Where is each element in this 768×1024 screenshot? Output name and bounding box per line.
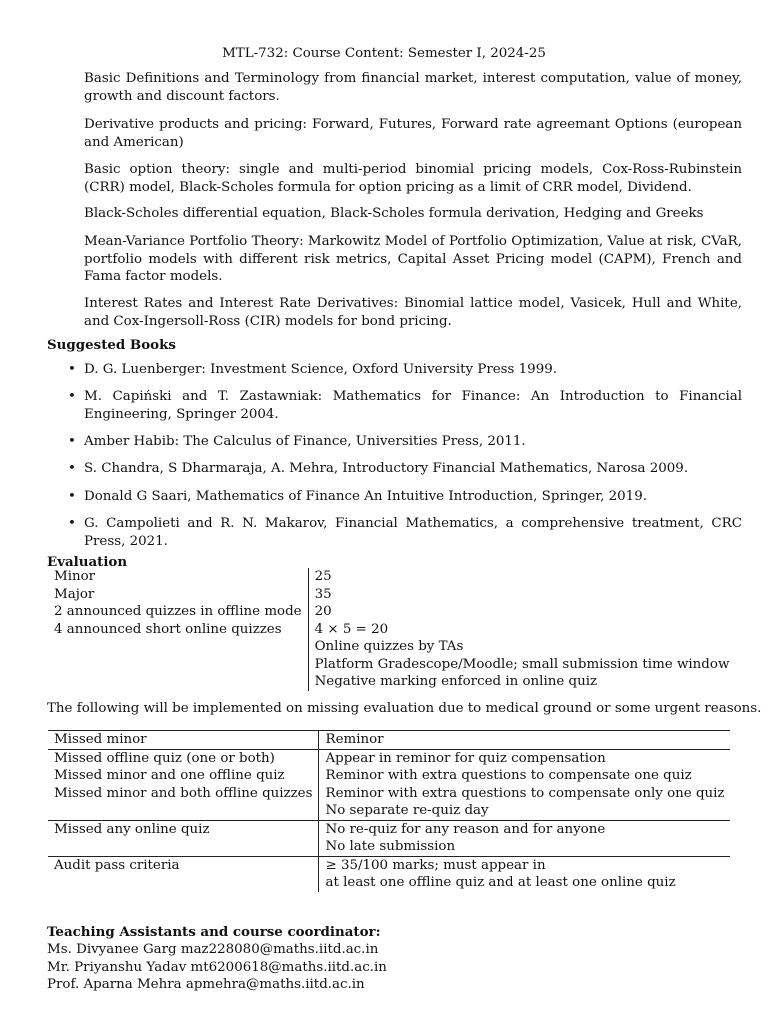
books-heading: Suggested Books [47,337,176,353]
ta-contact: Ms. Divyanee Garg maz228080@maths.iitd.ac.in [47,942,379,957]
content-paragraph-2: Derivative products and pricing: Forward, Futures, Forward rate agreemant Options (european and American) [84,117,742,150]
content-paragraph-6: Interest Rates and Interest Rate Derivatives: Binomial lattice model, Vasicek, Hull and White, and Cox-Ingersoll-Ross (CIR) models for bond pricing. [84,296,742,329]
eval-value: 25 [314,569,332,584]
table-row [48,838,730,856]
eval-item [48,638,308,656]
table-row [48,802,730,820]
content-paragraph-3: Basic option theory: single and multi-period binomial pricing models, Cox-Ross-Rubinstein (CRR) model, Black-Scholes formula for option pricing as a limit of CRR model, Dividend. [84,162,742,195]
bullet-icon: • [68,434,76,449]
eval-value: 4 × 5 = 20 [314,621,389,637]
policy-cell: Appear in reminor for quiz compensation [325,750,606,766]
table-row [48,856,730,874]
policy-cell: No separate re-quiz day [319,802,731,820]
page-title: MTL-732: Course Content: Semester I, 2024-25 [222,46,546,61]
table-row [48,621,735,639]
book-item-3: Amber Habib: The Calculus of Finance, Universities Press, 2011. [84,434,526,449]
case-cell [48,838,319,856]
eval-item [48,656,308,674]
policy-cell: Reminor with extra questions to compensate one quiz [325,768,692,783]
eval-value: Negative marking enforced in online quiz [314,674,598,689]
case-cell [48,874,319,892]
bullet-icon: • [68,362,76,377]
table-row [48,568,735,586]
table-row [48,767,730,785]
bullet-icon: • [68,461,76,476]
evaluation-table [48,568,735,691]
book-item-2: M. Capiński and T. Zastawniak: Mathematics for Finance: An Introduction to Financial Engineering, Springer 2004. [84,389,742,422]
eval-value: 20 [314,604,332,619]
missed-evaluation-table [48,730,730,892]
policy-cell: No late submission [319,838,731,856]
case-cell: Missed minor and both offline quizzes [48,785,319,803]
case-cell: Missed minor and one offline quiz [48,767,319,785]
content-paragraph-5: Mean-Variance Portfolio Theory: Markowitz Model of Portfolio Optimization, Value at risk, CVaR, portfolio models with different risk metrics, Capital Asset Pricing model (CAPM), French and Fama factor models. [84,234,742,284]
table-row [48,749,730,767]
table-row [48,638,735,656]
evaluation-heading: Evaluation [47,554,128,570]
bullet-icon: • [68,389,76,404]
policy-cell: No re-quiz for any reason and for anyone [325,821,606,837]
ta-contact: Mr. Priyanshu Yadav mt6200618@maths.iitd.ac.in [47,960,387,975]
table-row [48,656,735,674]
policy-cell: at least one offline quiz and at least one online quiz [325,875,676,890]
table-header-row [48,731,730,750]
eval-item: Major [48,586,308,604]
eval-item: 4 announced short online quizzes [48,621,308,639]
coordinator-contact: Prof. Aparna Mehra apmehra@maths.iitd.ac.in [47,977,365,992]
book-item-5: Donald G Saari, Mathematics of Finance An Intuitive Introduction, Springer, 2019. [84,489,647,504]
table-row [48,874,730,892]
eval-item: Minor [48,568,308,586]
table-row [48,820,730,838]
header-cell: Missed minor [48,731,319,750]
header-cell: Reminor [319,731,731,750]
table-row [48,603,735,621]
bullet-icon: • [68,516,76,531]
content-paragraph-1: Basic Definitions and Terminology from financial market, interest computation, value of money, growth and discount factors. [84,71,742,104]
case-cell: Missed any online quiz [48,820,319,838]
case-cell: Audit pass criteria [48,856,319,874]
eval-value: Online quizzes by TAs [314,639,464,654]
book-item-4: S. Chandra, S Dharmaraja, A. Mehra, Introductory Financial Mathematics, Narosa 2009. [84,461,689,476]
eval-value: 35 [314,586,332,602]
missing-evaluation-note: The following will be implemented on missing evaluation due to medical ground or some urgent reasons. [47,701,762,716]
table-row [48,673,735,691]
table-row [48,586,735,604]
case-cell: Missed offline quiz (one or both) [48,749,319,767]
ta-heading: Teaching Assistants and course coordinator: [47,924,381,940]
content-paragraph-4: Black-Scholes differential equation, Black-Scholes formula derivation, Hedging and Greeks [84,206,704,221]
eval-value: Platform Gradescope/Moodle; small submission time window [314,656,730,672]
bullet-icon: • [68,489,76,504]
eval-item [48,673,308,691]
book-item-1: D. G. Luenberger: Investment Science, Oxford University Press 1999. [84,362,557,377]
case-cell [48,802,319,820]
eval-item: 2 announced quizzes in offline mode [48,603,308,621]
policy-cell: ≥ 35/100 marks; must appear in [325,857,546,873]
policy-cell: Reminor with extra questions to compensate only one quiz [325,785,725,801]
table-row [48,785,730,803]
book-item-6: G. Campolieti and R. N. Makarov, Financial Mathematics, a comprehensive treatment, CRC Press, 2021. [84,516,742,549]
